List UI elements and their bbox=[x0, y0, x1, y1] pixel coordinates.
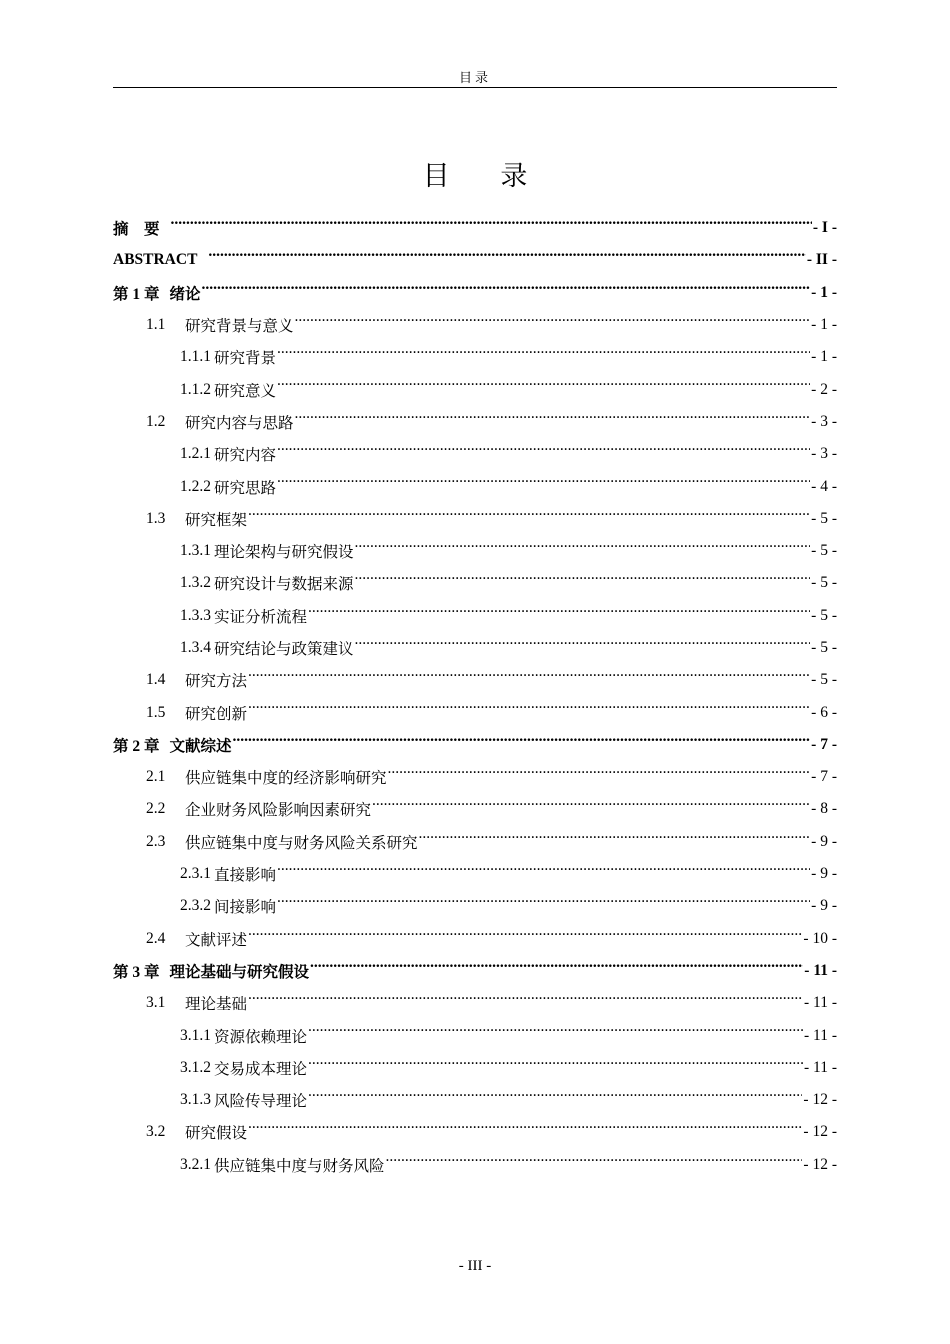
toc-entry-page: - 5 - bbox=[811, 509, 837, 527]
toc-entry[interactable] bbox=[113, 793, 837, 825]
toc-entry-number: 3.1.3 bbox=[180, 1091, 211, 1109]
toc-entry-title: 文献评述 bbox=[185, 931, 248, 949]
toc-entry-number: 1.3 bbox=[146, 509, 166, 527]
toc-entry-number: 1.5 bbox=[146, 703, 166, 721]
toc-entry[interactable] bbox=[113, 987, 837, 1019]
toc-entry[interactable] bbox=[113, 470, 837, 502]
dot-leader bbox=[386, 1149, 803, 1165]
toc-entry-page: - I - bbox=[812, 219, 837, 237]
toc-entry-number: 1.2.1 bbox=[180, 445, 211, 463]
toc-entry-title: 理论基础与研究假设 bbox=[169, 963, 310, 981]
toc-entry[interactable] bbox=[113, 438, 837, 470]
toc-entry-page: - 12 - bbox=[803, 1091, 837, 1109]
toc-entry-number: 2.3 bbox=[146, 832, 166, 850]
toc-entry-page: - 3 - bbox=[811, 412, 837, 430]
toc-entry-number: 3.1.2 bbox=[180, 1058, 211, 1076]
toc-entry-title: 供应链集中度与财务风险关系研究 bbox=[185, 834, 418, 852]
dot-leader bbox=[295, 309, 811, 325]
toc-entry[interactable] bbox=[113, 1019, 837, 1051]
toc-entry[interactable] bbox=[113, 729, 837, 761]
toc-entry[interactable] bbox=[113, 277, 837, 309]
toc-entry-page: - 1 - bbox=[811, 283, 837, 301]
dot-leader bbox=[310, 955, 803, 971]
toc-entry-page: - 1 - bbox=[811, 348, 837, 366]
dot-leader bbox=[248, 696, 810, 712]
toc-entry-page: - 5 - bbox=[811, 671, 837, 689]
toc-entry[interactable] bbox=[113, 212, 837, 244]
dot-leader bbox=[202, 277, 811, 293]
toc-entry-page: - 11 - bbox=[804, 1058, 837, 1076]
toc-entry-page: - 12 - bbox=[803, 1123, 837, 1141]
dot-leader bbox=[308, 1019, 803, 1035]
dot-leader bbox=[248, 1116, 802, 1132]
toc-entry-number: 2.1 bbox=[146, 768, 166, 786]
running-header: 目录 bbox=[113, 68, 837, 88]
toc-entry-page: - 11 - bbox=[804, 961, 837, 979]
toc-entry-page: - 9 - bbox=[811, 832, 837, 850]
toc-entry[interactable] bbox=[113, 1149, 837, 1181]
dot-leader bbox=[233, 729, 811, 745]
page-title: 目 录 bbox=[422, 161, 550, 191]
toc-entry-title: 直接影响 bbox=[214, 867, 277, 885]
toc-entry-page: - 10 - bbox=[803, 929, 837, 947]
toc-entry-number: 1.1.1 bbox=[180, 348, 211, 366]
toc-entry-title: 绪论 bbox=[169, 285, 201, 303]
toc-entry-number: 第 3 章 bbox=[113, 963, 160, 981]
dot-leader bbox=[308, 1052, 803, 1068]
toc-entry[interactable] bbox=[113, 632, 837, 664]
dot-leader bbox=[355, 535, 811, 551]
dot-leader bbox=[295, 406, 811, 422]
toc-entry-number: 第 1 章 bbox=[113, 285, 160, 303]
toc-entry-number: 1.1.2 bbox=[180, 380, 211, 398]
toc-entry-title: 供应链集中度的经济影响研究 bbox=[185, 770, 387, 788]
toc-entry-page: - 5 - bbox=[811, 639, 837, 656]
dot-leader bbox=[308, 600, 810, 616]
toc-entry[interactable] bbox=[113, 1084, 837, 1116]
toc-entry-number: 2.3.1 bbox=[180, 865, 211, 883]
toc-entry[interactable] bbox=[113, 890, 837, 922]
toc-entry-page: - 5 - bbox=[811, 574, 837, 592]
toc-entry-title: 研究框架 bbox=[185, 511, 248, 529]
toc-entry[interactable] bbox=[113, 244, 837, 276]
toc-entry-number: 3.2.1 bbox=[180, 1155, 211, 1173]
toc-entry[interactable] bbox=[113, 600, 837, 632]
toc-entry-page: - 9 - bbox=[811, 865, 837, 883]
toc-entry-title: 研究假设 bbox=[185, 1125, 248, 1143]
dot-leader bbox=[277, 341, 810, 357]
dot-leader bbox=[388, 761, 811, 777]
toc-entry-page: - 9 - bbox=[811, 897, 837, 915]
toc-entry-page: - 6 - bbox=[811, 703, 837, 721]
dot-leader bbox=[419, 826, 811, 842]
toc-entry-title: 文献综述 bbox=[169, 737, 232, 755]
toc-entry[interactable] bbox=[113, 826, 837, 858]
toc-entry-title: 研究设计与数据来源 bbox=[214, 576, 354, 594]
toc-entry-title: 研究内容 bbox=[214, 447, 277, 465]
toc-entry-number: 2.4 bbox=[146, 929, 166, 947]
dot-leader bbox=[248, 503, 810, 519]
toc-entry-page: - 5 - bbox=[811, 542, 837, 560]
toc-entry[interactable] bbox=[113, 1116, 837, 1148]
toc-entry-title: 资源依赖理论 bbox=[214, 1028, 308, 1046]
toc-entry[interactable] bbox=[113, 696, 837, 728]
dot-leader bbox=[248, 987, 803, 1003]
toc-entry[interactable] bbox=[113, 373, 837, 405]
toc-entry-number: 1.2 bbox=[146, 412, 166, 430]
toc-entry[interactable] bbox=[113, 406, 837, 438]
toc-entry-page: - 11 - bbox=[804, 994, 837, 1012]
dot-leader bbox=[248, 664, 810, 680]
dot-leader bbox=[277, 470, 810, 486]
toc-entry[interactable] bbox=[113, 503, 837, 535]
dot-leader bbox=[171, 212, 812, 228]
toc-entry-title: 研究背景与意义 bbox=[185, 318, 294, 336]
toc-entry-number: 1.1 bbox=[146, 316, 166, 334]
toc-entry-title: 研究思路 bbox=[214, 479, 277, 497]
toc-entry-number: 2.3.2 bbox=[180, 897, 211, 915]
toc-entry[interactable] bbox=[113, 761, 837, 793]
toc-entry-title: 理论基础 bbox=[185, 996, 248, 1014]
toc-entry-number: 3.1.1 bbox=[180, 1026, 211, 1044]
dot-leader bbox=[308, 1084, 802, 1100]
toc-entry-number: 1.3.4 bbox=[180, 639, 211, 656]
dot-leader bbox=[372, 793, 810, 809]
toc-entry-title: 研究方法 bbox=[185, 673, 248, 691]
toc-entry-page: - 8 - bbox=[811, 800, 837, 818]
toc-entry-page: - 4 - bbox=[811, 477, 837, 495]
toc-entry-page: - 3 - bbox=[811, 445, 837, 463]
toc-entry-page: - 11 - bbox=[804, 1026, 837, 1044]
toc-entry-page: - 7 - bbox=[811, 735, 837, 753]
toc-entry-title: 风险传导理论 bbox=[214, 1093, 308, 1111]
toc-entry[interactable] bbox=[113, 923, 837, 955]
table-of-contents bbox=[113, 212, 837, 1181]
toc-entry-number: 1.4 bbox=[146, 671, 166, 689]
toc-entry-title: 供应链集中度与财务风险 bbox=[214, 1157, 385, 1175]
toc-entry-number: 1.3.1 bbox=[180, 542, 211, 560]
toc-entry-number: 1.3.2 bbox=[180, 574, 211, 592]
toc-entry-title: 研究结论与政策建议 bbox=[214, 641, 354, 658]
toc-entry-page: - 7 - bbox=[811, 768, 837, 786]
toc-entry-page: - II - bbox=[806, 251, 837, 269]
toc-entry-number: 第 2 章 bbox=[113, 737, 160, 755]
toc-entry-title: 研究创新 bbox=[185, 705, 248, 723]
toc-entry-title: 研究意义 bbox=[214, 382, 277, 400]
toc-entry-title: 企业财务风险影响因素研究 bbox=[185, 802, 372, 820]
toc-entry-page: - 5 - bbox=[811, 606, 837, 624]
toc-entry[interactable] bbox=[113, 567, 837, 599]
toc-entry-page: - 1 - bbox=[811, 316, 837, 334]
toc-entry[interactable] bbox=[113, 858, 837, 890]
toc-entry-page: - 2 - bbox=[811, 380, 837, 398]
toc-entry-number: 1.3.3 bbox=[180, 606, 211, 624]
dot-leader bbox=[277, 373, 810, 389]
toc-entry-number: ABSTRACT bbox=[113, 251, 198, 269]
dot-leader bbox=[277, 438, 810, 454]
toc-entry-title: 研究内容与思路 bbox=[185, 414, 294, 432]
toc-entry[interactable] bbox=[113, 664, 837, 696]
dot-leader bbox=[355, 567, 811, 583]
toc-entry[interactable] bbox=[113, 1052, 837, 1084]
dot-leader bbox=[248, 923, 802, 939]
toc-entry-number: 摘 要 bbox=[113, 221, 160, 239]
toc-entry[interactable] bbox=[113, 535, 837, 567]
toc-entry[interactable] bbox=[113, 341, 837, 373]
dot-leader bbox=[208, 244, 805, 260]
toc-entry[interactable] bbox=[113, 309, 837, 341]
toc-entry-number: 3.2 bbox=[146, 1123, 166, 1141]
toc-entry[interactable] bbox=[113, 955, 837, 987]
page-number: - III - bbox=[458, 1258, 492, 1274]
toc-entry-title: 实证分析流程 bbox=[214, 608, 308, 626]
dot-leader bbox=[277, 858, 810, 874]
toc-entry-number: 2.2 bbox=[146, 800, 166, 818]
toc-entry-title: 间接影响 bbox=[214, 899, 277, 917]
toc-entry-title: 研究背景 bbox=[214, 350, 277, 368]
toc-entry-page: - 12 - bbox=[803, 1155, 837, 1173]
toc-entry-title: 理论架构与研究假设 bbox=[214, 544, 354, 562]
dot-leader bbox=[355, 632, 811, 648]
toc-entry-number: 3.1 bbox=[146, 994, 166, 1012]
dot-leader bbox=[277, 890, 810, 906]
toc-entry-number: 1.2.2 bbox=[180, 477, 211, 495]
toc-entry-title: 交易成本理论 bbox=[214, 1060, 308, 1078]
